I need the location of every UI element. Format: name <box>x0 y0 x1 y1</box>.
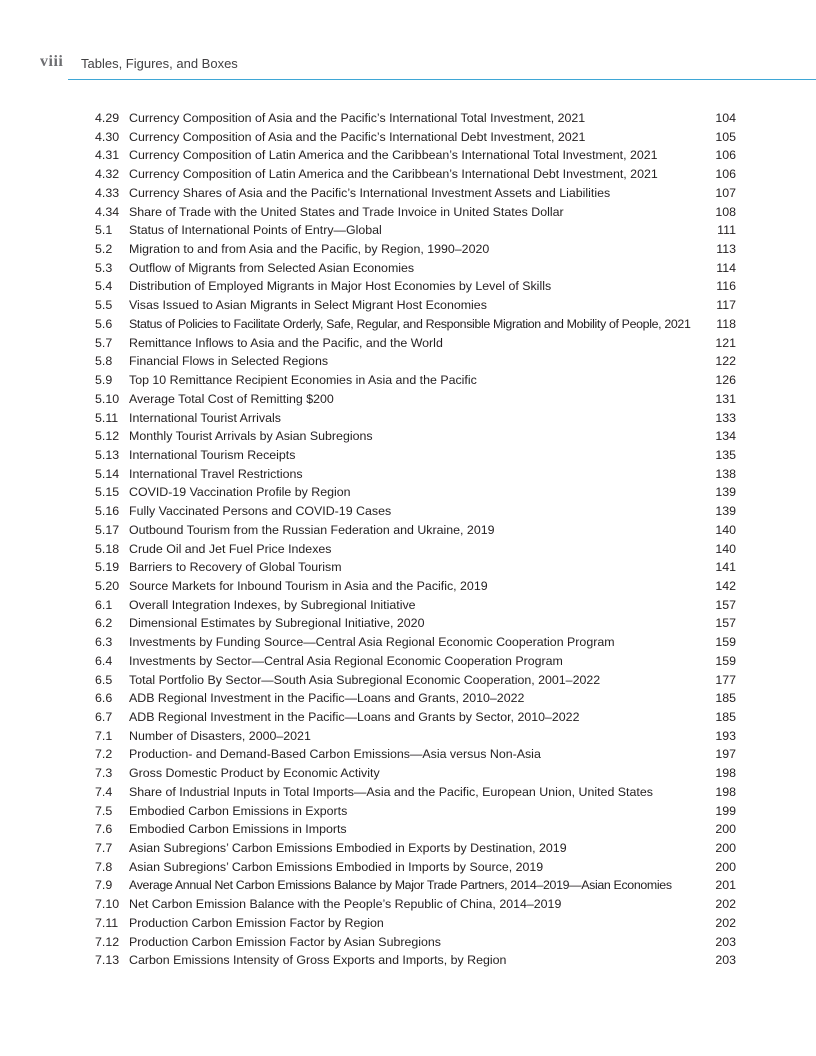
list-item[interactable] <box>95 745 736 764</box>
entry-title[interactable]: Share of Trade with the United States and Trade Invoice in United States Dollar <box>129 204 564 219</box>
entry-number: 7.9 <box>95 878 113 893</box>
entry-number: 7.7 <box>95 841 113 856</box>
entry-page: 198 <box>715 766 736 781</box>
entry-number: 7.13 <box>95 953 120 968</box>
entry-title[interactable]: Currency Composition of Latin America and the Caribbean’s International Total Investment, 2021 <box>129 148 658 163</box>
entry-page: 185 <box>715 710 736 724</box>
list-item[interactable] <box>95 783 736 802</box>
entry-title[interactable]: Average Annual Net Carbon Emissions Balance by Major Trade Partners, 2014–2019—Asian Economies <box>129 878 672 893</box>
entry-number: 7.2 <box>95 747 113 762</box>
entry-number: 7.5 <box>95 803 113 818</box>
entry-title[interactable]: Embodied Carbon Emissions in Imports <box>129 822 347 837</box>
entry-number: 5.6 <box>95 316 113 331</box>
list-item[interactable] <box>95 109 736 128</box>
entry-title[interactable]: Outbound Tourism from the Russian Federation and Ukraine, 2019 <box>129 522 495 537</box>
list-item[interactable] <box>95 146 736 165</box>
entry-page: 118 <box>716 316 736 331</box>
entry-number: 5.5 <box>95 298 113 313</box>
entry-title[interactable]: Overall Integration Indexes, by Subregional Initiative <box>129 597 416 612</box>
entry-page: 106 <box>715 167 736 182</box>
entry-title[interactable]: Production Carbon Emission Factor by Region <box>129 915 384 930</box>
entry-title[interactable]: Currency Composition of Latin America and the Caribbean’s International Debt Investment, 2021 <box>129 167 658 182</box>
entry-title[interactable]: Migration to and from Asia and the Pacific, by Region, 1990–2020 <box>129 242 490 257</box>
entry-title[interactable]: Gross Domestic Product by Economic Activity <box>129 766 380 781</box>
entry-title[interactable]: Currency Composition of Asia and the Pacific’s International Debt Investment, 2021 <box>129 129 586 144</box>
entry-page: 131 <box>715 391 736 406</box>
list-item[interactable] <box>95 203 736 222</box>
entry-page: 142 <box>715 578 736 593</box>
entry-page: 116 <box>716 279 736 294</box>
entry-page: 141 <box>715 560 736 575</box>
entry-title[interactable]: Fully Vaccinated Persons and COVID-19 Cases <box>129 504 392 519</box>
entry-page: 200 <box>715 841 736 856</box>
entry-page: 157 <box>715 597 736 612</box>
entry-title[interactable]: Asian Subregions’ Carbon Emissions Embodied in Imports by Source, 2019 <box>129 859 544 874</box>
list-item[interactable] <box>95 820 736 839</box>
entry-title[interactable]: International Travel Restrictions <box>129 466 303 481</box>
list-item[interactable] <box>95 259 736 278</box>
list-item[interactable] <box>95 521 736 540</box>
entry-title[interactable]: Distribution of Employed Migrants in Major Host Economies by Level of Skills <box>129 279 552 294</box>
entry-title[interactable]: Status of Policies to Facilitate Orderly, Safe, Regular, and Responsible Migration and Mobility of People, 2021 <box>129 316 691 331</box>
list-item[interactable] <box>95 240 736 259</box>
entry-page: 203 <box>715 934 736 949</box>
entry-page: 114 <box>716 260 736 275</box>
list-item[interactable] <box>95 614 736 633</box>
entry-page: 193 <box>715 728 736 743</box>
entry-title[interactable]: Barriers to Recovery of Global Tourism <box>129 560 342 575</box>
entry-page: 198 <box>715 784 736 799</box>
list-item[interactable] <box>95 858 736 877</box>
entry-number: 7.1 <box>95 728 113 743</box>
entry-number: 7.3 <box>95 766 113 781</box>
entry-title[interactable]: International Tourism Receipts <box>129 447 296 462</box>
list-item[interactable] <box>95 446 736 465</box>
entry-number: 6.1 <box>95 597 113 612</box>
entry-page: 200 <box>715 859 736 874</box>
entry-title[interactable]: Financial Flows in Selected Regions <box>129 354 329 369</box>
entry-number: 5.16 <box>95 504 120 519</box>
entry-number: 6.2 <box>95 616 113 631</box>
entry-page: 121 <box>715 335 736 350</box>
entry-number: 5.13 <box>95 447 120 462</box>
list-item[interactable] <box>95 933 736 952</box>
list-item[interactable] <box>95 895 736 914</box>
list-item[interactable] <box>95 540 736 559</box>
entry-page: 134 <box>715 429 736 444</box>
entry-title[interactable]: Crude Oil and Jet Fuel Price Indexes <box>129 541 332 556</box>
entry-title[interactable]: Embodied Carbon Emissions in Exports <box>129 803 348 818</box>
entry-page: 159 <box>715 635 736 650</box>
entry-page: 133 <box>715 410 736 425</box>
entry-page: 157 <box>715 616 736 631</box>
entry-title[interactable]: International Tourist Arrivals <box>129 410 281 425</box>
list-item[interactable] <box>95 596 736 615</box>
entry-page: 138 <box>715 466 736 481</box>
entry-page: 140 <box>715 522 736 537</box>
list-item[interactable] <box>95 652 736 671</box>
list-item[interactable] <box>95 689 736 708</box>
entry-number: 6.7 <box>95 710 113 724</box>
entry-page: 139 <box>715 485 736 500</box>
entry-number: 4.33 <box>95 185 120 200</box>
entry-page: 113 <box>716 242 736 257</box>
page-number: viii <box>40 53 64 70</box>
list-item[interactable] <box>95 221 736 240</box>
list-item[interactable] <box>95 633 736 652</box>
list-item[interactable] <box>95 764 736 783</box>
entry-title[interactable]: Source Markets for Inbound Tourism in Asia and the Pacific, 2019 <box>129 578 488 593</box>
entry-page: 159 <box>715 653 736 668</box>
entry-page: 202 <box>715 915 736 930</box>
entry-number: 5.14 <box>95 466 120 481</box>
entry-page: 135 <box>715 447 736 462</box>
entry-page: 200 <box>715 822 736 837</box>
entry-page: 139 <box>715 504 736 519</box>
entry-page: 106 <box>715 148 736 163</box>
entry-page: 104 <box>715 111 736 125</box>
entry-page: 203 <box>715 953 736 968</box>
list-item[interactable] <box>95 427 736 446</box>
entry-title[interactable]: Currency Composition of Asia and the Pacific’s International Total Investment, 2021 <box>129 111 586 125</box>
list-item[interactable] <box>95 184 736 203</box>
list-item[interactable] <box>95 708 736 727</box>
entry-number: 7.12 <box>95 934 120 949</box>
entry-page: 122 <box>715 354 736 369</box>
entry-number: 4.31 <box>95 148 120 163</box>
entry-page: 197 <box>715 747 736 762</box>
entry-title[interactable]: Outflow of Migrants from Selected Asian Economies <box>129 260 415 275</box>
list-item[interactable] <box>95 409 736 428</box>
entry-number: 7.11 <box>95 915 119 930</box>
entry-title[interactable]: Currency Shares of Asia and the Pacific’s International Investment Assets and Liabilities <box>129 185 611 200</box>
entry-title[interactable]: Number of Disasters, 2000–2021 <box>129 728 311 743</box>
list-item[interactable] <box>95 558 736 577</box>
entry-title[interactable]: Top 10 Remittance Recipient Economies in Asia and the Pacific <box>129 373 477 388</box>
entry-page: 111 <box>717 223 736 238</box>
list-item[interactable] <box>95 465 736 484</box>
list-item[interactable] <box>95 334 736 353</box>
entry-number: 5.4 <box>95 279 113 294</box>
entry-number: 5.7 <box>95 335 113 350</box>
list-item[interactable] <box>95 951 736 970</box>
entry-number: 6.5 <box>95 672 113 687</box>
list-item[interactable] <box>95 483 736 502</box>
entry-page: 108 <box>715 204 736 219</box>
entry-title[interactable]: COVID-19 Vaccination Profile by Region <box>129 485 351 500</box>
figures-list <box>95 109 736 970</box>
entry-number: 5.8 <box>95 354 113 369</box>
entry-title[interactable]: Production Carbon Emission Factor by Asian Subregions <box>129 934 441 949</box>
entry-number: 4.29 <box>95 111 120 125</box>
entry-title[interactable]: Share of Industrial Inputs in Total Imports—Asia and the Pacific, European Union, United States <box>129 784 653 799</box>
entry-number: 5.3 <box>95 260 113 275</box>
list-item[interactable] <box>95 165 736 184</box>
entry-title[interactable]: Dimensional Estimates by Subregional Initiative, 2020 <box>129 616 425 631</box>
entry-number: 5.1 <box>95 223 113 238</box>
entry-number: 6.4 <box>95 653 113 668</box>
entry-page: 105 <box>715 129 736 144</box>
entry-number: 6.6 <box>95 691 113 706</box>
entry-page: 202 <box>715 897 736 912</box>
entry-number: 5.11 <box>95 410 119 425</box>
list-item[interactable] <box>95 352 736 371</box>
list-item[interactable] <box>95 502 736 521</box>
entry-number: 5.9 <box>95 373 113 388</box>
list-item[interactable] <box>95 839 736 858</box>
entry-title[interactable]: Investments by Funding Source—Central Asia Regional Economic Cooperation Program <box>129 635 615 650</box>
entry-title[interactable]: Average Total Cost of Remitting $200 <box>129 391 334 406</box>
entry-number: 5.19 <box>95 560 120 575</box>
entry-number: 7.10 <box>95 897 120 912</box>
list-item[interactable] <box>95 296 736 315</box>
list-item[interactable] <box>95 390 736 409</box>
list-item[interactable] <box>95 876 736 895</box>
entry-title[interactable]: Asian Subregions’ Carbon Emissions Embodied in Exports by Destination, 2019 <box>129 841 567 856</box>
entry-title[interactable]: Investments by Sector—Central Asia Regional Economic Cooperation Program <box>129 653 563 668</box>
entry-title[interactable]: Carbon Emissions Intensity of Gross Exports and Imports, by Region <box>129 953 507 968</box>
entry-title[interactable]: Status of International Points of Entry—Global <box>129 223 382 238</box>
entry-title[interactable]: Net Carbon Emission Balance with the People’s Republic of China, 2014–2019 <box>129 897 562 912</box>
list-item[interactable] <box>95 277 736 296</box>
entry-number: 5.10 <box>95 391 120 406</box>
entry-number: 7.4 <box>95 784 113 799</box>
list-item[interactable] <box>95 671 736 690</box>
entry-page: 201 <box>715 878 736 893</box>
entry-number: 5.17 <box>95 522 120 537</box>
running-title: Tables, Figures, and Boxes <box>81 56 238 71</box>
entry-number: 4.30 <box>95 129 120 144</box>
entry-page: 117 <box>716 298 736 313</box>
entry-number: 6.3 <box>95 635 113 650</box>
entry-number: 5.18 <box>95 541 120 556</box>
entry-title[interactable]: Visas Issued to Asian Migrants in Select Migrant Host Economies <box>129 298 487 313</box>
header-rule <box>68 79 816 80</box>
list-item[interactable] <box>95 727 736 746</box>
entry-number: 4.32 <box>95 167 120 182</box>
entry-number: 7.6 <box>95 822 113 837</box>
list-item[interactable] <box>95 802 736 821</box>
page-header <box>0 0 816 80</box>
entry-page: 185 <box>715 691 736 706</box>
entry-page: 126 <box>715 373 736 388</box>
entry-page: 140 <box>715 541 736 556</box>
entry-title[interactable]: Total Portfolio By Sector—South Asia Subregional Economic Cooperation, 2001–2022 <box>129 672 601 687</box>
entry-number: 5.2 <box>95 242 113 257</box>
list-item[interactable] <box>95 914 736 933</box>
entry-title[interactable]: Monthly Tourist Arrivals by Asian Subregions <box>129 429 373 444</box>
entry-title[interactable]: Remittance Inflows to Asia and the Pacific, and the World <box>129 335 443 350</box>
entry-title[interactable]: ADB Regional Investment in the Pacific—Loans and Grants, 2010–2022 <box>129 691 525 706</box>
entry-number: 5.15 <box>95 485 120 500</box>
entry-number: 5.20 <box>95 578 120 593</box>
list-item[interactable] <box>95 577 736 596</box>
entry-page: 199 <box>715 803 736 818</box>
list-item[interactable] <box>95 371 736 390</box>
list-item[interactable] <box>95 315 736 334</box>
entry-number: 4.34 <box>95 204 120 219</box>
entry-title[interactable]: ADB Regional Investment in the Pacific—Loans and Grants by Sector, 2010–2022 <box>129 710 580 724</box>
entry-number: 7.8 <box>95 859 113 874</box>
entry-number: 5.12 <box>95 429 120 444</box>
entry-page: 107 <box>715 185 736 200</box>
entry-title[interactable]: Production- and Demand-Based Carbon Emissions—Asia versus Non-Asia <box>129 747 541 762</box>
entry-page: 177 <box>715 672 736 687</box>
list-item[interactable] <box>95 128 736 147</box>
